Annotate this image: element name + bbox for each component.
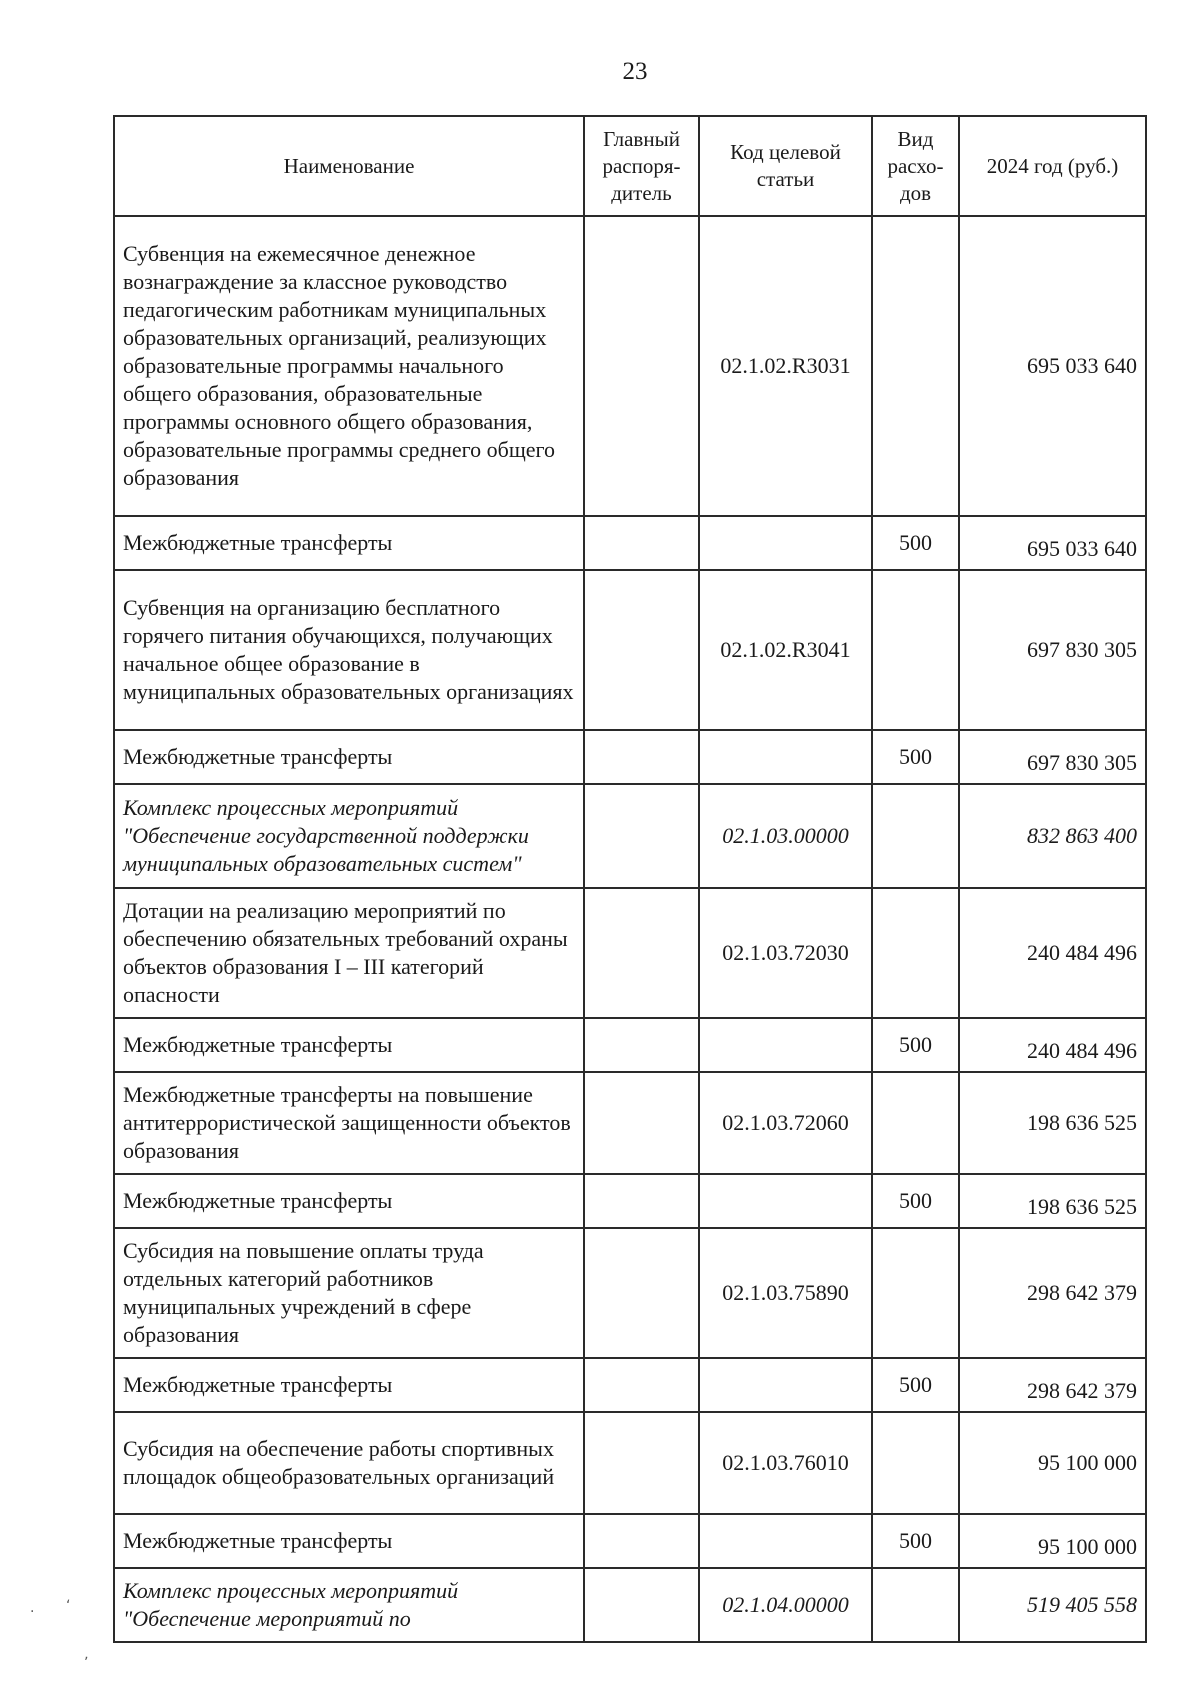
row-code: 02.1.03.75890 — [699, 1228, 872, 1358]
row-manager — [584, 1018, 699, 1072]
row-code: 02.1.03.76010 — [699, 1412, 872, 1514]
row-name: Межбюджетные трансферты — [114, 1018, 584, 1072]
row-expense-type: 500 — [872, 1174, 959, 1228]
row-sum: 695 033 640 — [959, 216, 1146, 516]
row-manager — [584, 216, 699, 516]
row-sum: 697 830 305 — [959, 570, 1146, 730]
row-name: Межбюджетные трансферты — [114, 1514, 584, 1568]
row-expense-type: 500 — [872, 1018, 959, 1072]
row-code: 02.1.03.00000 — [699, 784, 872, 888]
header-main-manager: Главный распоря-дитель — [584, 116, 699, 216]
row-sum: 832 863 400 — [959, 784, 1146, 888]
row-sum: 298 642 379 — [959, 1358, 1146, 1412]
table-row — [114, 1412, 1146, 1514]
row-code — [699, 516, 872, 570]
table-row — [114, 730, 1146, 784]
row-manager — [584, 516, 699, 570]
row-sum: 95 100 000 — [959, 1514, 1146, 1568]
table-row — [114, 1228, 1146, 1358]
row-code — [699, 1358, 872, 1412]
row-manager — [584, 784, 699, 888]
table-row — [114, 1174, 1146, 1228]
table-body — [114, 216, 1146, 1642]
row-sum: 198 636 525 — [959, 1174, 1146, 1228]
header-expense-type: Вид расхо-дов — [872, 116, 959, 216]
row-expense-type: 500 — [872, 1358, 959, 1412]
row-expense-type — [872, 570, 959, 730]
scan-speck: ʼ — [84, 1655, 89, 1671]
row-code: 02.1.02.R3031 — [699, 216, 872, 516]
table-row — [114, 216, 1146, 516]
row-manager — [584, 1412, 699, 1514]
row-sum: 695 033 640 — [959, 516, 1146, 570]
row-expense-type — [872, 784, 959, 888]
row-sum: 697 830 305 — [959, 730, 1146, 784]
scan-speck: ‘ — [66, 1598, 71, 1614]
row-expense-type: 500 — [872, 730, 959, 784]
table-row — [114, 516, 1146, 570]
row-expense-type: 500 — [872, 516, 959, 570]
row-code: 02.1.04.00000 — [699, 1568, 872, 1642]
table-row — [114, 1358, 1146, 1412]
row-manager — [584, 888, 699, 1018]
row-code: 02.1.03.72030 — [699, 888, 872, 1018]
scan-speck: · — [30, 1604, 35, 1620]
row-code — [699, 730, 872, 784]
row-sum: 519 405 558 — [959, 1568, 1146, 1642]
budget-table — [113, 115, 1147, 1643]
row-name: Комплекс процессных мероприятий "Обеспечение мероприятий по — [114, 1568, 584, 1642]
row-manager — [584, 1228, 699, 1358]
row-sum: 198 636 525 — [959, 1072, 1146, 1174]
table-header — [114, 116, 1146, 216]
row-expense-type — [872, 1568, 959, 1642]
row-sum: 240 484 496 — [959, 888, 1146, 1018]
row-expense-type: 500 — [872, 1514, 959, 1568]
row-expense-type — [872, 1228, 959, 1358]
header-name: Наименование — [114, 116, 584, 216]
table-row — [114, 1018, 1146, 1072]
row-name: Межбюджетные трансферты — [114, 1174, 584, 1228]
row-code: 02.1.02.R3041 — [699, 570, 872, 730]
table-row — [114, 570, 1146, 730]
row-code — [699, 1514, 872, 1568]
header-year-2024: 2024 год (руб.) — [959, 116, 1146, 216]
row-manager — [584, 1514, 699, 1568]
table-row — [114, 1072, 1146, 1174]
table-row — [114, 888, 1146, 1018]
row-expense-type — [872, 1412, 959, 1514]
row-expense-type — [872, 216, 959, 516]
row-manager — [584, 1072, 699, 1174]
row-name: Субсидия на повышение оплаты труда отдельных категорий работников муниципальных учреждений в сфере образования — [114, 1228, 584, 1358]
row-name: Межбюджетные трансферты — [114, 1358, 584, 1412]
table-row — [114, 1568, 1146, 1642]
row-name: Дотации на реализацию мероприятий по обеспечению обязательных требований охраны объектов образования I – III категорий опасности — [114, 888, 584, 1018]
row-code — [699, 1018, 872, 1072]
page-number: 23 — [622, 58, 648, 85]
row-name: Межбюджетные трансферты — [114, 730, 584, 784]
row-name: Межбюджетные трансферты на повышение антитеррористической защищенности объектов образования — [114, 1072, 584, 1174]
row-sum: 240 484 496 — [959, 1018, 1146, 1072]
row-name: Субвенция на ежемесячное денежное вознаграждение за классное руководство педагогическим работникам муниципальных образовательных организаций, реализующих образовательные программы начального общего образования, образовательные программы основного общего образования, образовательные программы среднего общего образования — [114, 216, 584, 516]
row-code: 02.1.03.72060 — [699, 1072, 872, 1174]
header-target-code: Код целевой статьи — [699, 116, 872, 216]
table-row — [114, 784, 1146, 888]
row-manager — [584, 1358, 699, 1412]
row-expense-type — [872, 888, 959, 1018]
row-expense-type — [872, 1072, 959, 1174]
row-code — [699, 1174, 872, 1228]
row-manager — [584, 570, 699, 730]
row-manager — [584, 1568, 699, 1642]
table-row — [114, 1514, 1146, 1568]
row-name: Субвенция на организацию бесплатного горячего питания обучающихся, получающих начальное общее образование в муниципальных образовательных организациях — [114, 570, 584, 730]
row-sum: 298 642 379 — [959, 1228, 1146, 1358]
row-name: Межбюджетные трансферты — [114, 516, 584, 570]
row-manager — [584, 1174, 699, 1228]
row-name: Комплекс процессных мероприятий "Обеспечение государственной поддержки муниципальных образовательных систем" — [114, 784, 584, 888]
row-sum: 95 100 000 — [959, 1412, 1146, 1514]
row-manager — [584, 730, 699, 784]
row-name: Субсидия на обеспечение работы спортивных площадок общеобразовательных организаций — [114, 1412, 584, 1514]
